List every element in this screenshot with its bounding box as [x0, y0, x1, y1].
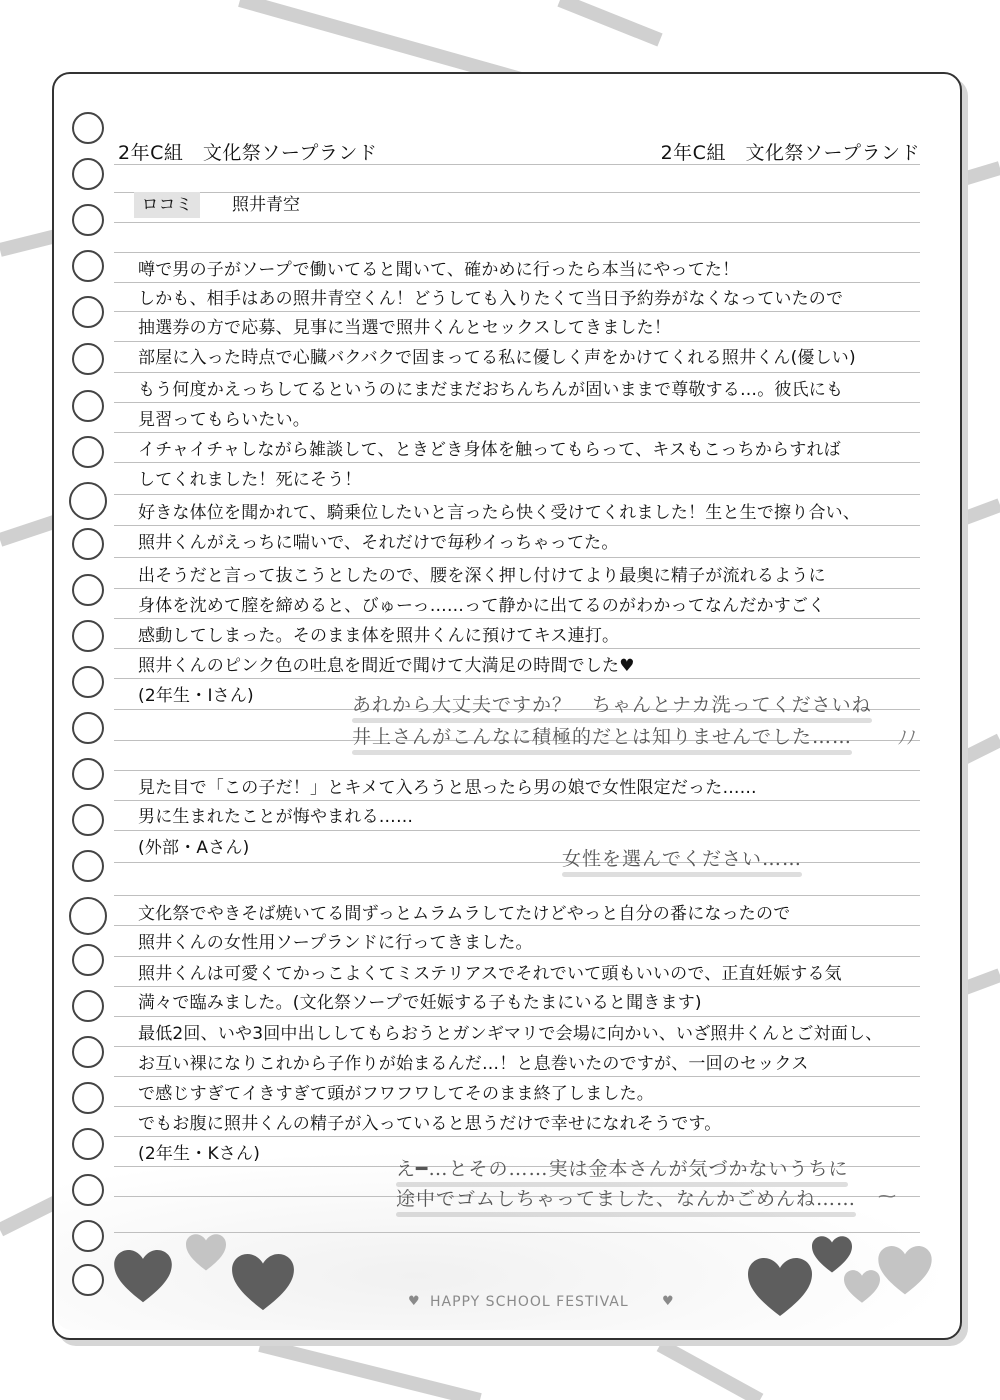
header-title-right: 2年C組 文化祭ソープランド — [660, 142, 920, 164]
squiggle-mark: ﾉﾉ — [898, 728, 916, 749]
entry-line: で感じすぎてイきすぎて頭がフワフワしてそのまま終了しました。 — [138, 1084, 654, 1104]
entry-line: 満々で臨みました。(文化祭ソープで妊娠する子もたまにいると聞きます) — [138, 993, 702, 1013]
binder-ring-icon — [72, 250, 104, 282]
ruled-line — [114, 1232, 920, 1233]
entry-line: 見習ってもらいたい。 — [138, 410, 310, 430]
entry-author: (外部・Aさん) — [138, 838, 250, 858]
entry-line: 抽選券の方で応募、見事に当選で照井くんとセックスしてきました！ — [138, 318, 672, 338]
binder-ring-icon — [72, 990, 104, 1022]
binder-ring-icon — [72, 1220, 104, 1252]
footer-text: HAPPY SCHOOL FESTIVAL — [430, 1294, 629, 1310]
squiggle-mark: ⁓ — [878, 1186, 896, 1207]
binder-ring-icon — [69, 897, 107, 935]
entry-line: 照井くんの女性用ソープランドに行ってきました。 — [138, 933, 533, 953]
entry-line: 感動してしまった。そのまま体を照井くんに預けてキス連打。 — [138, 626, 620, 646]
entry-line: 文化祭でやきそば焼いてる間ずっとムラムラしてたけどやっと自分の番になったので — [138, 904, 791, 924]
entry-line: 見た目で「この子だ！」とキメて入ろうと思ったら男の娘で女性限定だった…… — [138, 778, 757, 798]
handwritten-reply: 井上さんがこんなに積極的だとは知りませんでした…… — [352, 722, 852, 749]
binder-ring-icon — [72, 850, 104, 882]
heart-icon — [186, 1234, 226, 1272]
entry-line: 男に生まれたことが悔やまれる…… — [138, 807, 414, 827]
binder-ring-icon — [72, 712, 104, 744]
handwritten-reply: え━…とその……実は金本さんが気づかないうちに — [396, 1154, 848, 1181]
binder-ring-icon — [72, 574, 104, 606]
binder-ring-icon — [72, 528, 104, 560]
binder-ring-icon — [72, 204, 104, 236]
footer-heart-right: ♥ — [662, 1294, 674, 1309]
binder-ring-icon — [72, 436, 104, 468]
binder-ring-icon — [72, 343, 104, 375]
review-tag: ロコミ — [134, 192, 200, 218]
binder-ring-icon — [72, 666, 104, 698]
review-subject-name: 照井青空 — [232, 195, 300, 215]
entry-line: でもお腹に照井くんの精子が入っていると思うだけで幸せになれそうです。 — [138, 1114, 722, 1134]
ruled-line — [114, 557, 920, 558]
binder-ring-icon — [72, 620, 104, 652]
entry-line: 噂で男の子がソープで働いてると聞いて、確かめに行ったら本当にやってた！ — [138, 260, 740, 280]
heart-icon — [812, 1236, 852, 1274]
binder-ring-icon — [72, 758, 104, 790]
heart-icon — [232, 1254, 294, 1312]
entry-line: 照井くんは可愛くてかっこよくてミステリアスでそれでいて頭もいいので、正直妊娠する気 — [138, 964, 842, 984]
handwritten-reply: あれから大丈夫ですか？ ちゃんとナカ洗ってくださいね — [352, 690, 872, 717]
ruled-line — [114, 895, 920, 896]
entry-line: イチャイチャしながら雑談して、ときどき身体を触ってもらって、キスもこっちからすれば — [138, 440, 841, 460]
entry-line: 照井くんがえっちに喘いで、それだけで毎秒イっちゃってた。 — [138, 533, 619, 553]
ruled-line — [114, 252, 920, 253]
entry-line: お互い裸になりこれから子作りが始まるんだ…！と息巻いたのですが、一回のセックス — [138, 1054, 809, 1074]
entry-line: もう何度かえっちしてるというのにまだまだおちんちんが固いままで尊敬する…。彼氏にも — [138, 380, 844, 400]
handwritten-reply: 女性を選んでください…… — [562, 844, 802, 871]
heart-icon — [114, 1250, 172, 1304]
entry-line: 出そうだと言って抜こうとしたので、腰を深く押し付けてより最奥に精子が流れるように — [138, 566, 826, 586]
entry-line: 身体を沈めて膣を締めると、びゅーっ……って静かに出てるのがわかってなんだかすごく — [138, 596, 826, 616]
ruled-line — [114, 372, 920, 373]
header-title-left: 2年C組 文化祭ソープランド — [118, 142, 378, 164]
entry-line: 部屋に入った時点で心臓バクバクで固まってる私に優しく声をかけてくれる照井くん(優しい) — [138, 348, 856, 368]
binder-ring-icon — [72, 296, 104, 328]
binder-ring-icon — [72, 1264, 104, 1296]
heart-icon — [748, 1258, 812, 1318]
entry-line: 最低2回、いや3回中出ししてもらおうとガンギマリで会場に向かい、いざ照井くんとご対面し、 — [138, 1024, 883, 1044]
binder-ring-icon — [72, 1036, 104, 1068]
binder-ring-icon — [72, 1174, 104, 1206]
entry-author: (2年生・Kさん) — [138, 1144, 261, 1164]
ruled-line — [114, 222, 920, 223]
binder-ring-icon — [72, 1082, 104, 1114]
entry-line: 照井くんのピンク色の吐息を間近で聞けて大満足の時間でした♥ — [138, 656, 635, 676]
heart-icon — [844, 1270, 880, 1304]
heart-icon — [878, 1246, 932, 1296]
ruled-line — [114, 770, 920, 771]
entry-line: 好きな体位を聞かれて、騎乗位したいと言ったら快く受けてくれました！生と生で擦り合い、 — [138, 503, 861, 523]
footer-heart-left: ♥ — [408, 1294, 420, 1309]
binder-ring-icon — [72, 1128, 104, 1160]
entry-line: しかも、相手はあの照井青空くん！どうしても入りたくて当日予約券がなくなっていたので — [138, 289, 844, 309]
handwritten-reply: 途中でゴムしちゃってました、なんかごめんね…… — [396, 1184, 856, 1211]
entry-author: (2年生・Iさん) — [138, 686, 254, 706]
binder-ring-icon — [72, 112, 104, 144]
binder-ring-icon — [72, 944, 104, 976]
binder-ring-icon — [72, 804, 104, 836]
binder-ring-icon — [72, 390, 104, 422]
binder-ring-icon — [69, 482, 107, 520]
ruled-line — [114, 494, 920, 495]
binder-ring-icon — [72, 158, 104, 190]
entry-line: してくれました！死にそう！ — [138, 470, 362, 490]
